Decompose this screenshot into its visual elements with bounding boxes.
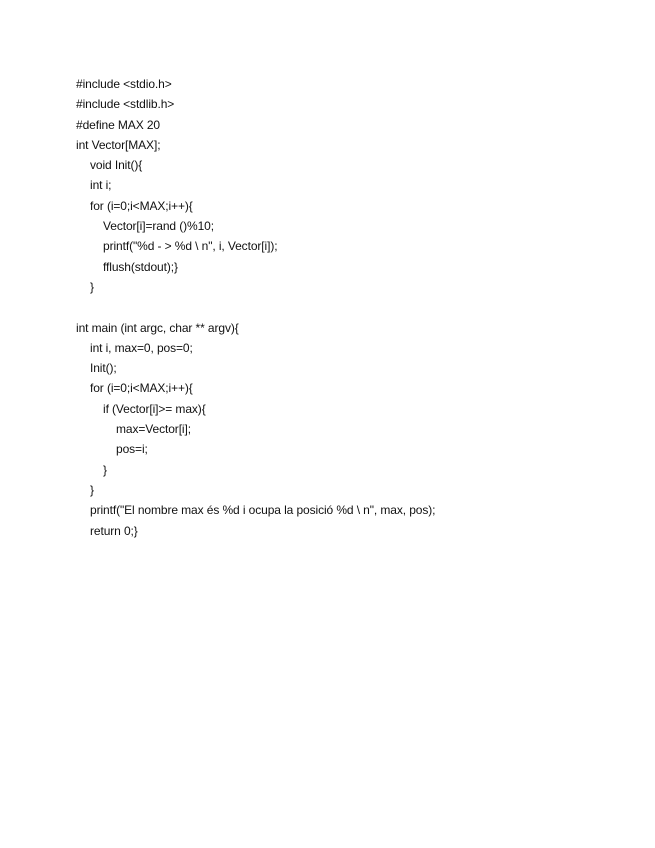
code-line: for (i=0;i<MAX;i++){ bbox=[90, 381, 193, 396]
code-line: } bbox=[90, 482, 94, 497]
code-line: printf("%d - > %d \ n", i, Vector[i]); bbox=[103, 239, 278, 254]
code-line: #include <stdlib.h> bbox=[76, 97, 175, 112]
code-line: int i; bbox=[90, 178, 112, 193]
code-line: } bbox=[90, 279, 94, 294]
code-line: printf("El nombre max és %d i ocupa la posició %d \ n", max, pos); bbox=[90, 503, 436, 518]
code-line: } bbox=[103, 462, 107, 477]
code-line: for (i=0;i<MAX;i++){ bbox=[90, 198, 193, 213]
code-line: int main (int argc, char ** argv){ bbox=[76, 320, 239, 335]
code-line: Vector[i]=rand ()%10; bbox=[103, 219, 214, 234]
code-line: pos=i; bbox=[116, 442, 148, 457]
code-line: Init(); bbox=[90, 361, 117, 376]
code-line: void Init(){ bbox=[90, 158, 143, 173]
code-line: max=Vector[i]; bbox=[116, 422, 191, 437]
code-line: int Vector[MAX]; bbox=[76, 137, 161, 152]
code-listing bbox=[76, 74, 636, 541]
code-line: return 0;} bbox=[90, 523, 138, 538]
blank-line bbox=[76, 297, 636, 317]
code-line: #define MAX 20 bbox=[76, 117, 160, 132]
code-line: int i, max=0, pos=0; bbox=[90, 340, 193, 355]
code-line: fflush(stdout);} bbox=[103, 259, 178, 274]
code-line: #include <stdio.h> bbox=[76, 77, 172, 91]
code-line: if (Vector[i]>= max){ bbox=[103, 401, 206, 416]
